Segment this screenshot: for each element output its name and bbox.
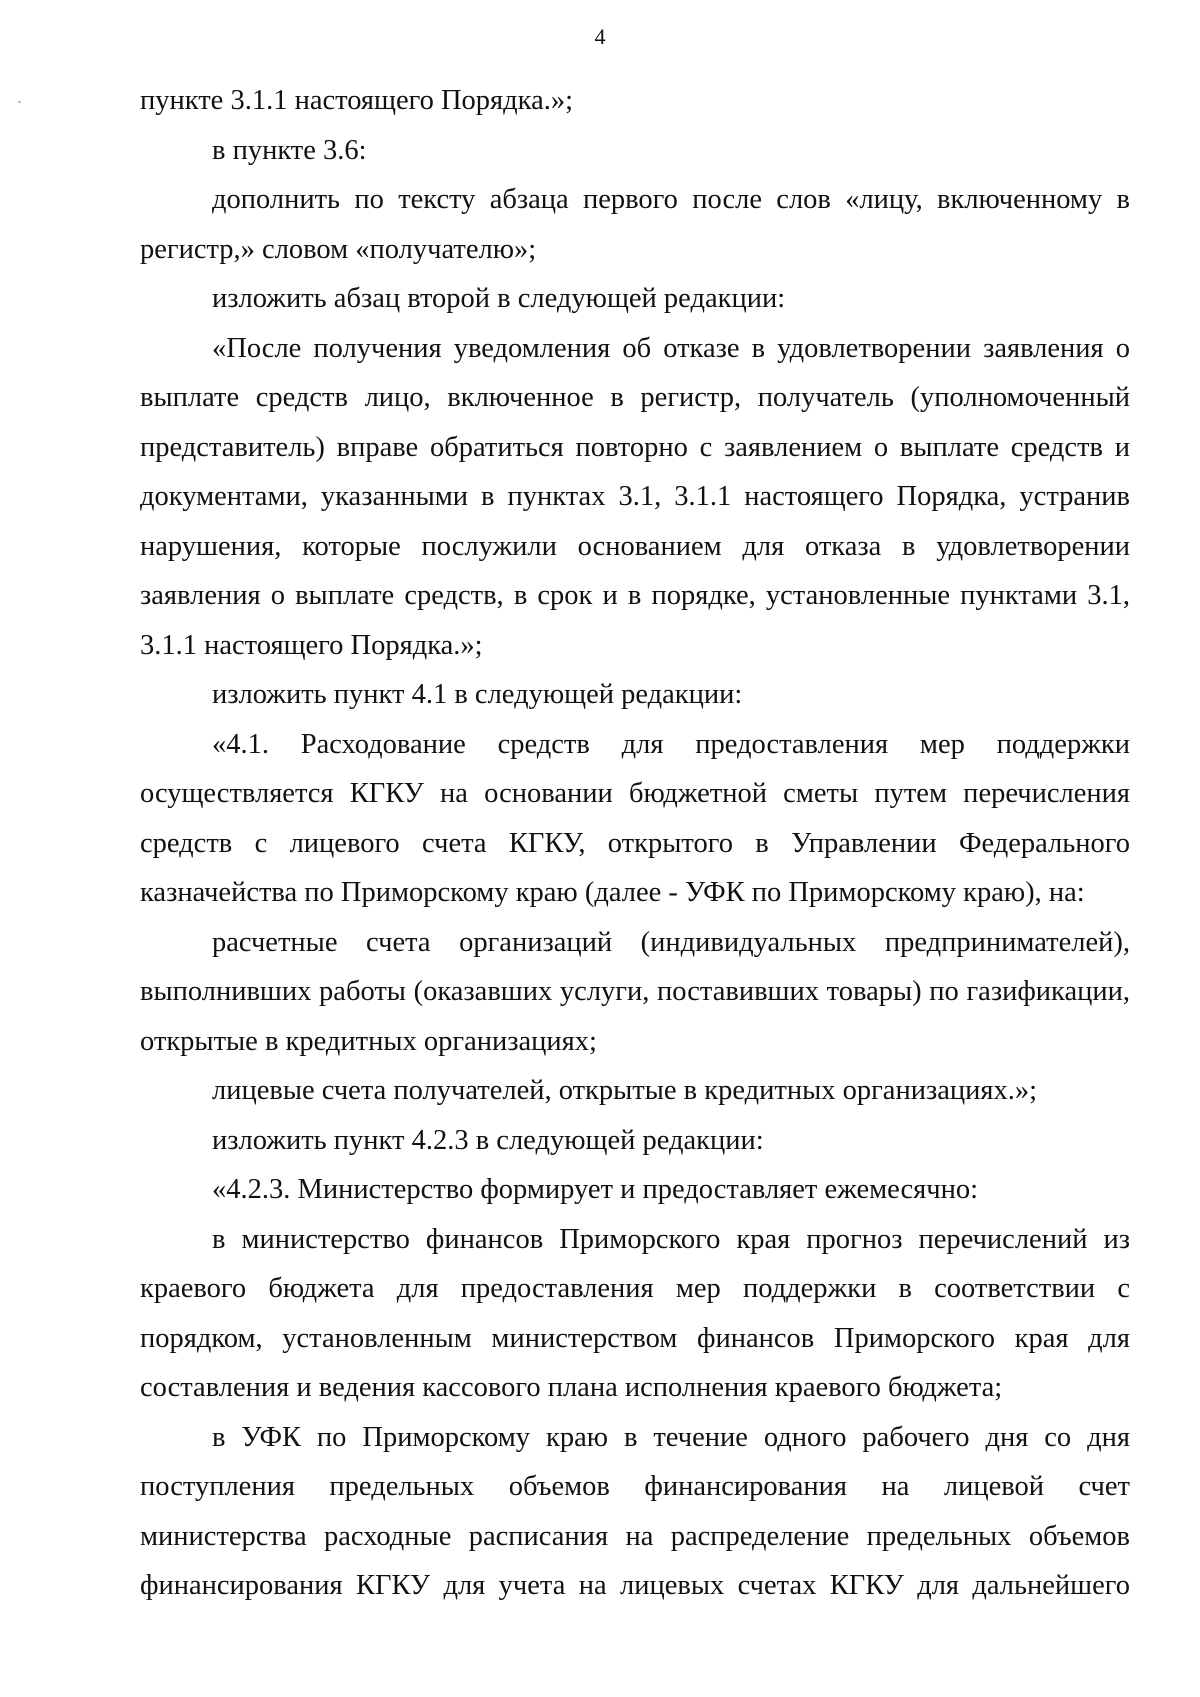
paragraph-continuation: пункте 3.1.1 настоящего Порядка.»; <box>140 85 574 116</box>
paragraph-amend-second-intro: изложить абзац второй в следующей редакции: <box>212 283 786 314</box>
paragraph-quoted-refusal: «После получения уведомления об отказе в удовлетворении заявления о выплате средств лицо, включенное в регистр, получатель (уполномоченный представитель) вправе обратиться повторно с заявлением о выплате средств и документами, указанными в пунктах 3.1, 3.1.1 настоящего Порядка, устранив нарушения, которые послужили основанием для отказа в удовлетворении заявления о выплате средств, в срок и в порядке, установленные пунктами 3.1, 3.1.1 настоящего Порядка.»; <box>140 332 1130 661</box>
paragraph-quoted-4-2-3: «4.2.3. Министерство формирует и предоставляет ежемесячно: <box>212 1174 979 1205</box>
paragraph-settlement-accounts: расчетные счета организаций (индивидуальных предпринимателей), выполнивших работы (оказавших услуги, поставивших товары) по газификации, открытые в кредитных организациях; <box>140 926 1130 1057</box>
paragraph-ministry-finance: в министерство финансов Приморского края прогноз перечислений из краевого бюджета для предоставления мер поддержки в соответствии с порядком, установленным министерством финансов Приморского края для составления и ведения кассового плана исполнения краевого бюджета; <box>140 1223 1130 1403</box>
paragraph-amend-4-1-intro: изложить пункт 4.1 в следующей редакции: <box>212 679 743 710</box>
paragraph-personal-accounts: лицевые счета получателей, открытые в кредитных организациях.»; <box>212 1075 1038 1106</box>
paragraph-ufk: в УФК по Приморскому краю в течение одного рабочего дня со дня поступления предельных объемов финансирования на лицевой счет министерства расходные расписания на распределение предельных объемов финансирования КГКУ для учета на лицевых счетах КГКУ для дальнейшего <box>140 1421 1130 1601</box>
paragraph-amend-4-2-3-intro: изложить пункт 4.2.3 в следующей редакции: <box>212 1124 764 1156</box>
paragraph-amend-first: дополнить по тексту абзаца первого после слов «лицу, включенному в регистр,» словом «получателю»; <box>140 184 1130 265</box>
page-number: 4 <box>594 24 606 49</box>
scan-artifact <box>18 101 21 103</box>
paragraph-item-3-6: в пункте 3.6: <box>212 134 367 166</box>
document-body <box>140 76 1130 1611</box>
paragraph-quoted-4-1: «4.1. Расходование средств для предоставления мер поддержки осуществляется КГКУ на основании бюджетной сметы путем перечисления средств с лицевого счета КГКУ, открытого в Управлении Федерального казначейства по Приморскому краю (далее - УФК по Приморскому краю), на: <box>140 728 1130 908</box>
